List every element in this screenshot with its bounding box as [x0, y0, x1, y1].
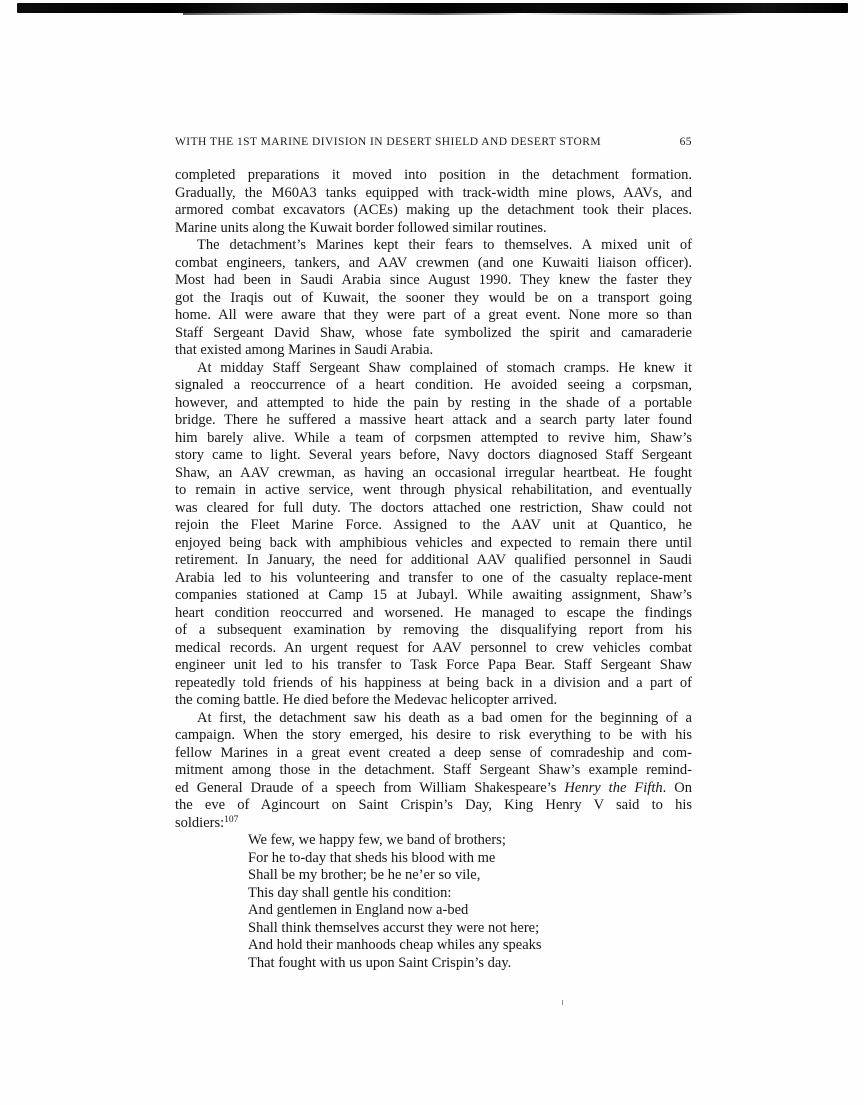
text-line — [175, 325, 692, 343]
text-line — [248, 937, 692, 955]
text-segment: was cleared for full duty. The doctors attached one restriction, Shaw could not — [175, 499, 692, 516]
text-segment: completed preparations it moved into position in the detachment formation. — [175, 167, 692, 183]
text-line — [175, 780, 692, 798]
text-line — [248, 920, 692, 938]
paragraph — [175, 710, 692, 833]
text-line — [248, 955, 692, 973]
text-line — [175, 657, 692, 675]
text-segment: This day shall gentle his condition: — [248, 884, 452, 901]
text-line — [175, 710, 692, 728]
text-segment: soldiers: — [175, 814, 225, 831]
text-line — [248, 885, 692, 903]
text-segment: heart condition reoccurred and worsened. He managed to escape the findings — [175, 604, 692, 621]
text-line — [175, 727, 692, 745]
text-line — [175, 535, 692, 553]
text-segment: campaign. When the story emerged, his desire to risk everything to be with his — [175, 727, 692, 743]
text-line — [175, 430, 692, 448]
text-line — [248, 902, 692, 920]
text-line — [175, 167, 692, 185]
text-segment: companies stationed at Camp 15 at Jubayl. While awaiting assignment, Shaw’s — [175, 587, 692, 603]
text-line — [175, 675, 692, 693]
text-line — [175, 395, 692, 413]
running-header-title: WITH THE 1ST MARINE DIVISION IN DESERT SHIELD AND DESERT STORM — [175, 136, 602, 148]
text-line — [175, 587, 692, 605]
text-segment: At midday Staff Sergeant Shaw complained of stomach cramps. He knew it — [197, 359, 692, 376]
text-block — [175, 167, 692, 972]
text-segment: At first, the detachment saw his death as a bad omen for the beginning of a — [197, 709, 692, 726]
text-line — [175, 377, 692, 395]
text-line — [175, 360, 692, 378]
text-segment: signaled a reoccurrence of a heart condition. He avoided seeing a corpsman, — [175, 377, 692, 393]
text-segment: story came to light. Several years before, Navy doctors diagnosed Staff Sergeant — [175, 447, 692, 463]
text-segment: combat engineers, tankers, and AAV crewmen (and one Kuwaiti liaison officer). — [175, 254, 692, 271]
text-line — [175, 237, 692, 255]
paragraph — [175, 237, 692, 360]
text-segment: We few, we happy few, we band of brothers; — [248, 832, 506, 848]
text-segment: enjoyed being back with amphibious vehicles and expected to remain there until — [175, 534, 692, 551]
text-line — [175, 692, 692, 710]
text-line — [175, 605, 692, 623]
text-segment: retirement. In January, the need for additional AAV qualified personnel in Saudi — [175, 552, 692, 568]
text-line — [248, 850, 692, 868]
text-segment: repeatedly told friends of his happiness at being back in a division and a part of — [175, 674, 692, 691]
text-line — [248, 832, 692, 850]
text-line — [175, 185, 692, 203]
text-segment: got the Iraqis out of Kuwait, the sooner they would be on a transport going — [175, 289, 692, 306]
text-segment: ed General Draude of a speech from William Shakespeare’s — [175, 779, 565, 796]
italic-title: Henry the Fifth — [564, 779, 663, 796]
text-segment: . On — [662, 779, 692, 796]
text-line — [175, 815, 692, 833]
text-segment: engineer unit led to his transfer to Task Force Papa Bear. Staff Sergeant Shaw — [175, 657, 692, 673]
text-segment: however, and attempted to hide the pain by resting in the shade of a portable — [175, 394, 692, 411]
text-segment: rejoin the Fleet Marine Force. Assigned to the AAV unit at Quantico, he — [175, 517, 692, 533]
text-segment: mitment among those in the detachment. Staff Sergeant Shaw’s example remind- — [175, 762, 692, 778]
text-line — [175, 640, 692, 658]
block-quote — [248, 832, 692, 972]
text-segment: the coming battle. He died before the Medevac helicopter arrived. — [175, 692, 558, 708]
text-segment: And gentlemen in England now a-bed — [248, 902, 469, 918]
text-line — [175, 500, 692, 518]
text-segment: Gradually, the M60A3 tanks equipped with track-width mine plows, AAVs, and — [175, 184, 692, 201]
text-segment: The detachment’s Marines kept their fears to themselves. A mixed unit of — [197, 237, 692, 253]
running-header — [175, 136, 692, 148]
text-line — [175, 552, 692, 570]
text-line — [248, 867, 692, 885]
text-segment: That fought with us upon Saint Crispin’s day. — [248, 954, 512, 971]
text-segment: Shaw, an AAV crewman, as having an occasional irregular heartbeat. He fought — [175, 464, 692, 481]
page-number: 65 — [679, 136, 692, 148]
text-segment: the eve of Agincourt on Saint Crispin’s Day, King Henry V said to his — [175, 797, 692, 813]
text-line — [175, 797, 692, 815]
text-segment: Arabia led to his volunteering and transfer to one of the casualty replace-ment — [175, 569, 692, 586]
text-segment: Most had been in Saudi Arabia since August 1990. They knew the faster they — [175, 272, 692, 288]
text-line — [175, 255, 692, 273]
text-segment: For he to-day that sheds his blood with me — [248, 849, 496, 866]
scan-artifact-bar — [17, 3, 848, 13]
text-line — [175, 745, 692, 763]
footnote-marker: 107 — [224, 814, 239, 825]
text-segment: armored combat excavators (ACEs) making up the detachment took their places. — [175, 202, 692, 218]
text-column — [175, 136, 692, 972]
text-segment: fellow Marines in a great event created a deep sense of comradeship and com- — [175, 744, 692, 761]
text-line — [175, 465, 692, 483]
text-segment: Marine units along the Kuwait border followed similar routines. — [175, 219, 547, 236]
text-segment: to remain in active service, went through physical rehabilitation, and eventually — [175, 482, 692, 498]
text-line — [175, 202, 692, 220]
text-line — [175, 342, 692, 360]
paragraph — [175, 167, 692, 237]
text-line — [175, 412, 692, 430]
text-segment: him barely alive. While a team of corpsmen attempted to revive him, Shaw’s — [175, 429, 692, 446]
text-line — [175, 272, 692, 290]
text-line — [175, 622, 692, 640]
text-line — [175, 517, 692, 535]
text-line — [175, 290, 692, 308]
text-line — [175, 307, 692, 325]
text-segment: that existed among Marines in Saudi Arabia. — [175, 342, 434, 358]
text-segment: home. All were aware that they were part of a great event. None more so than — [175, 307, 692, 323]
text-line — [175, 762, 692, 780]
text-segment: Staff Sergeant David Shaw, whose fate symbolized the spirit and camaraderie — [175, 324, 692, 341]
scan-artifact-speck — [562, 1000, 563, 1005]
text-segment: Shall be my brother; be he ne’er so vile, — [248, 867, 481, 883]
text-segment: of a subsequent examination by removing the disqualifying report from his — [175, 622, 692, 638]
text-line — [175, 570, 692, 588]
text-segment: medical records. An urgent request for AAV personnel to crew vehicles combat — [175, 639, 692, 656]
text-segment: Shall think themselves accurst they were not here; — [248, 919, 540, 936]
paragraph — [175, 360, 692, 710]
text-segment: And hold their manhoods cheap whiles any speaks — [248, 937, 542, 953]
text-segment: bridge. There he suffered a massive heart attack and a search party later found — [175, 412, 692, 428]
text-line — [175, 482, 692, 500]
text-line — [175, 447, 692, 465]
text-line — [175, 220, 692, 238]
